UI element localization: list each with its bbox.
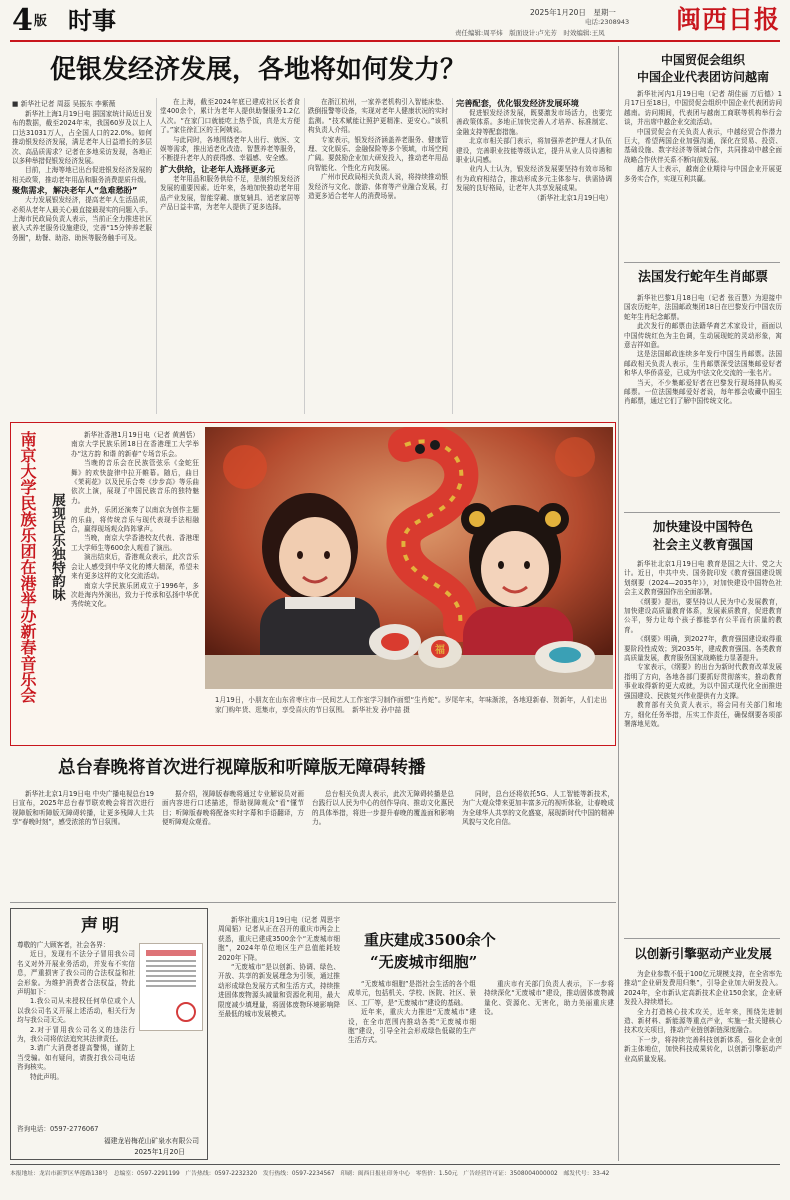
chongqing-p1: 新华社重庆1月19日电（记者 周思宇 周闻韬）记者从正在召开的重庆市两会上获悉，重庆已建成3500余个“无废城市细胞”，2024年单位地区生产总值能耗较2020年下降。 — [218, 916, 340, 962]
chongqing-p3: “无废城市细胞”是指社会生活的各个组成单元，包括机关、学校、医院、社区、景区、工厂等，是“无废城市”建设的基础。 — [348, 980, 476, 1007]
right-story-3 — [624, 514, 782, 938]
right2-p1: 新华社巴黎1月18日电（记者 张百慧）为迎接中国农历蛇年，法国邮政集团18日在巴黎发行中国农历蛇年生肖纪念邮票。 — [624, 294, 782, 321]
gala-p2: 据介绍，视障版春晚将通过专业解说员对画面内容进行口述描述，帮助视障观众“看”懂节目；听障版春晚将配备实时字幕和手语翻译，方便听障观众观看。 — [162, 790, 304, 827]
right4-title: 以创新引擎驱动产业发展 — [634, 946, 772, 961]
lead-p10: 促进银发经济发展，既要激发市场活力，也要完善政策体系。多地正加快完善人才培养、标准制定、金融支持等配套措施。 — [456, 109, 612, 136]
dough-snake-3 — [535, 641, 595, 673]
right1-body — [624, 90, 782, 268]
lead-subhead-2: 扩大供给，让老年人选择更多元 — [160, 163, 275, 174]
masthead — [10, 4, 780, 40]
notice-date: 2025年1月20日 — [134, 1148, 185, 1156]
gala-p3: 总台相关负责人表示，此次无障碍转播是总台践行以人民为中心的创作导向、推动文化惠民的具体举措，将进一步提升春晚的覆盖面和影响力。 — [312, 790, 454, 827]
right-divider-2 — [624, 512, 780, 513]
dough-snake-2 — [418, 636, 462, 668]
fu-character: 福 — [435, 645, 445, 656]
page-number — [12, 4, 47, 39]
dough-snake-1 — [369, 624, 421, 660]
right-divider-1 — [624, 262, 780, 263]
lead-p8: 专家表示，银发经济涵盖养老服务、健康管理、文化娱乐、金融保险等多个领域，市场空间广阔。要鼓励企业加大研发投入，推动老年用品向智能化、个性化方向发展。 — [308, 135, 448, 172]
chongqing-p4: 近年来，重庆大力推进“无废城市”建设，在全市范围内推动各类“无废城市细胞”建设，引导全社会形成绿色低碳的生产生活方式。 — [348, 1008, 476, 1045]
right3-body — [624, 560, 782, 930]
chongqing-title-2: “无废城市细胞” — [370, 953, 478, 971]
notice-p5: 3.请广大消费者提高警惕，谨防上当受骗。如有疑问，请拨打我公司电话咨询核实。 — [17, 1044, 135, 1072]
lead-col3 — [308, 98, 448, 414]
right-story-2 — [624, 264, 782, 516]
chongqing-p5: 重庆市有关部门负责人表示，下一步将持续深化“无废城市”建设，推动固体废物减量化、资源化、无害化，助力美丽重庆建设。 — [484, 980, 614, 1017]
lead-article — [10, 46, 615, 418]
lead-dateline: （新华社北京1月19日电） — [533, 193, 612, 202]
feature-p5: 演出结束后，香港观众表示，此次音乐会让人感受到中华文化的博大精深，希望未来有更多这样的文化交流活动。 — [71, 553, 199, 581]
right3-p5: 教育部有关负责人表示，将会同有关部门和地方，细化任务举措，压实工作责任，确保纲要各项部署落地见效。 — [624, 701, 782, 728]
feature-p6: 南京大学民族乐团成立于1996年，多次赴海内外演出，致力于传承和弘扬中华优秀传统文化。 — [71, 581, 199, 609]
notice-p1: 尊敬的广大顾客者，社会各界： — [17, 941, 110, 949]
right-story-4 — [624, 940, 782, 1162]
footer-info: 本报地址：龙岩市新罗区华莲路138号 总编室：0597-2291199 广告热线：0597-2232320 发行热线：0597-2234567 印刷：闽西日报社印务中心 零售价：1.50元 广告经营许可证：3508004000002 邮发代号：33-42 — [10, 1171, 610, 1177]
lead-subhead-3: 完善配套，优化银发经济发展环境 — [456, 98, 579, 108]
chongqing-title-1: 重庆建成3500余个 — [364, 931, 496, 949]
feature-subtitle-vertical: 展现民乐独特韵味 — [49, 493, 65, 601]
gala-col1 — [12, 790, 154, 896]
newspaper-logo: 闽西日报 — [675, 5, 780, 34]
notice-phone: 咨询电话：0597-2776067 — [17, 1125, 99, 1133]
right1-p3: 越方人士表示，越南企业期待与中国企业开展更多务实合作，实现互利共赢。 — [624, 165, 782, 183]
right2-p3: 这是法国邮政连续多年发行中国生肖邮票。法国邮政相关负责人表示，生肖邮票深受法国集邮爱好者和华人华侨喜爱，已成为中法文化交流的一张名片。 — [624, 350, 782, 378]
right3-p1: 新华社北京1月19日电 教育是国之大计、党之大计。近日，中共中央、国务院印发《教育强国建设规划纲要（2024—2035年）》，对加快建设中国特色社会主义教育强国作出全面部署。 — [624, 560, 782, 597]
right1-title-1: 中国贸促会组织 — [660, 53, 745, 67]
chongqing-col1 — [218, 916, 340, 1156]
right2-title: 法国发行蛇年生肖邮票 — [637, 270, 768, 285]
gala-p1: 新华社北京1月19日电 中央广播电视总台19日宣布，2025年总台春节联欢晚会将首次进行视障版和听障版无障碍转播，让更多残障人士共享“春晚时刻”，感受浓浓的节日氛围。 — [12, 790, 154, 827]
lead-p9: 广州市民政局相关负责人说，将持续推动银发经济与文化、旅游、体育等产业融合发展，打造更多适合老年人的消费场景。 — [308, 173, 448, 201]
gala-col3 — [312, 790, 454, 896]
lead-subhead-1: 聚焦需求，解决老年人“急难愁盼” — [12, 185, 138, 196]
lead-p5: 与此同时，各地围绕老年人出行、就医、文娱等需求，推出适老化改造、智慧养老等服务，不断提升老年人的获得感、幸福感、安全感。 — [160, 135, 300, 163]
right4-p2: 全力打造核心技术攻关，近年来，围绕先进制造、新材料、新能源等重点产业，实施一批关键核心技术攻关项目，推动产业链创新链深度融合。 — [624, 1007, 782, 1035]
page-no: 4 — [12, 4, 33, 38]
right4-body — [624, 970, 782, 1156]
lead-p11: 北京市相关部门表示，将加强养老护理人才队伍建设，完善职业技能等级认定，提升从业人员待遇和职业认同感。 — [456, 137, 612, 165]
notice-signature: 福建龙岩梅花山矿泉水有限公司 — [103, 1137, 199, 1145]
chongqing-article — [214, 908, 616, 1160]
lead-p12: 业内人士认为，银发经济发展要坚持有效市场和有为政府相结合，推动形成多元主体参与、供需协调发展的良好格局，让老年人共享发展成果。 — [456, 165, 612, 193]
right3-title-2: 社会主义教育强国 — [652, 537, 753, 552]
lead-byline: ■ 新华社记者 周蕊 吴振东 李紫薇 — [12, 100, 116, 108]
right1-p2: 中国贸促会有关负责人表示，中越经贸合作潜力巨大，希望两国企业加强沟通，深化在贸易、投资、基础设施、数字经济等领域合作，共同推动中越全面战略合作伙伴关系不断向前发展。 — [624, 127, 782, 164]
right-divider-3 — [624, 938, 780, 939]
right2-p4: 当天，不少集邮爱好者在巴黎发行现场排队购买邮票。一位法国集邮爱好者说，每年都会收藏中国生肖邮票，通过它们了解中国传统文化。 — [624, 378, 782, 406]
gala-title: 总台春晚将首次进行视障版和听障版无障碍转播 — [58, 758, 426, 778]
right2-p2: 此次发行的邮票由法籍华裔艺术家设计，画面以中国传统红色为主色调，生动展现蛇的灵动形象，寓意吉祥如意。 — [624, 322, 782, 350]
lead-divider-1 — [156, 98, 157, 414]
right1-p1: 新华社河内1月19日电（记者 胡佳丽 万后德）1月17日至18日，中国贸促会组织中国企业代表团访问越南。访问期间，代表团与越南工商联等机构举行会谈，并出席中越企业交流活动。 — [624, 90, 782, 127]
right3-p2: 《纲要》提出，要坚持以人民为中心发展教育，加快建设高质量教育体系，发展素质教育，促进教育公平，努力让每个孩子都能享有公平而有质量的教育。 — [624, 597, 782, 634]
right-column-rule — [618, 46, 619, 1161]
weekday: 星期一 — [593, 8, 616, 17]
notice-body — [17, 941, 135, 1121]
lead-p4: 在上海，截至2024年底已建成社区长者食堂400余个，累计为老年人提供助餐服务1.2亿人次。“在家门口就能吃上热乎饭，真是太方便了。”家住徐汇区的王阿姨说。 — [160, 98, 300, 135]
notice-p6: 特此声明。 — [30, 1072, 63, 1081]
section-title: 时事 — [68, 6, 116, 35]
gala-p4: 同时，总台还将依托5G、人工智能等新技术，为广大观众带来更加丰富多元的视听体验，让春晚成为全球华人共享的文化盛宴，展现新时代中国的精神风貌与文化自信。 — [462, 790, 614, 827]
lead-col4 — [456, 98, 612, 414]
chongqing-col3 — [484, 980, 614, 1156]
chongqing-p2: “无废城市”是以创新、协调、绿色、开放、共享的新发展理念为引领，通过推动形成绿色发展方式和生活方式，持续推进固体废物源头减量和资源化利用，最大限度减少填埋量，将固体废物环境影响降至最低的城市发展模式。 — [218, 963, 340, 1019]
feature-p3: 此外，乐团还演奏了以南京为创作主题的乐曲，将传统音乐与现代表现手法相融合，赢得现场观众阵阵掌声。 — [71, 506, 199, 534]
right2-body — [624, 294, 782, 514]
lead-title: 促银发经济发展，各地将如何发力？ — [50, 55, 467, 85]
lead-p3: 大力发展银发经济，提高老年人生活品质，必须从老年人最关心最直接最现实的问题入手。上海市民政局负责人表示，当前正全力推进社区嵌入式养老服务设施建设，完善“15分钟养老服务圈”，助餐、助浴、助医等服务触手可及。 — [12, 196, 152, 242]
page-ban: 版 — [33, 14, 47, 29]
gala-col2 — [162, 790, 304, 896]
right3-p3: 《纲要》明确，到2027年，教育强国建设取得重要阶段性成效；到2035年，建成教育强国。各类教育高质量发展，教育服务国家战略能力显著提升。 — [624, 635, 782, 663]
lead-p7: 在浙江杭州，一家养老机构引入智能床垫、跌倒报警等设备，实现对老年人健康状况的实时监测。“技术赋能让照护更精准、更安心。”该机构负责人介绍。 — [308, 98, 448, 135]
header-phone: 电话:2308943 — [585, 18, 630, 26]
lead-col2 — [160, 98, 300, 414]
lead-divider-2 — [304, 98, 305, 414]
gala-bottom-rule — [10, 902, 616, 903]
date: 2025年1月20日 — [530, 8, 586, 17]
license-seal — [176, 1002, 196, 1022]
news-photo — [205, 427, 613, 689]
notice-box — [10, 908, 208, 1160]
footer-rule — [10, 1164, 780, 1165]
right4-p3: 下一步，将持续完善科技创新体系，强化企业创新主体地位，加快科技成果转化，以创新引擎驱动产业高质量发展。 — [624, 1035, 782, 1063]
right-story-1 — [624, 46, 782, 268]
lead-p1: 新华社上海1月19日电 据国家统计局近日发布的数据，截至2024年末，我国60岁及以上人口达31031万人，占全国人口的22.0%。如何推动银发经济发展，满足老年人日益增长的多层次、高品质需求？记者在多地采访发现，各地正以多种举措促银发经济发展。 — [12, 110, 152, 166]
right3-title-1: 加快建设中国特色 — [652, 519, 753, 534]
right3-p4: 专家表示，《纲要》的出台为新时代教育改革发展指明了方向，各地各部门要抓好贯彻落实，推动教育事业取得新的更大成就，为以中国式现代化全面推进强国建设、民族复兴伟业提供有力支撑。 — [624, 663, 782, 700]
feature-p2: 当晚的音乐会在民族管弦乐《金蛇狂舞》的欢快旋律中拉开帷幕。随后，曲目《茉莉花》以及民乐合奏《步步高》等乐曲依次上演，展现了中国民族音乐的独特魅力。 — [71, 459, 199, 505]
feature-box — [10, 422, 616, 746]
gala-article — [10, 750, 616, 898]
notice-p2: 近日，发现有不法分子冒用我公司名义对外开展业务活动，并发布不实信息，严重损害了我公司的合法权益和社会形象。为维护消费者合法权益，特此声明如下： — [17, 950, 135, 997]
notice-title: 声明 — [81, 916, 123, 936]
chongqing-col2 — [348, 980, 476, 1156]
right1-title-2: 中国企业代表团访问越南 — [636, 70, 769, 84]
lead-p6: 老年用品和服务供给不足，是制约银发经济发展的重要因素。近年来，各地加快推动老年用品产业发展，智能穿戴、康复辅具、适老家居等产品日益丰富，为老年人提供了更多选择。 — [160, 174, 300, 212]
header-editors: 责任编辑:周平炜 版面设计:卢光芳 时效编辑:王凤 — [455, 29, 605, 37]
feature-title-vertical: 南京大学民族乐团在港举办新春音乐会 — [18, 431, 37, 703]
lantern-1 — [223, 445, 267, 489]
header-rule — [10, 40, 780, 42]
lantern-2 — [555, 437, 595, 477]
license-document — [139, 943, 203, 1031]
right4-p1: 为企业参数不低于100亿元规模支持，在全省率先推动“企业研发费用归集”，引导企业加大研发投入。2024年，全市新认定高新技术企业150余家，企业研发投入持续增长。 — [624, 970, 782, 1007]
notice-p3: 1.我公司从未授权任何单位或个人以我公司名义开展上述活动，相关行为均与我公司无关。 — [17, 997, 135, 1025]
gala-col4 — [462, 790, 614, 896]
lead-p2: 目前，上海等地已出台促进银发经济发展的相关政策，推动老年用品和服务消费提质升级。 — [12, 166, 152, 184]
feature-p1: 新华社香港1月19日电（记者 黄茜恬）南京大学民族乐团18日在香港理工大学举办“这方韵 和谐 的新春”专场音乐会。 — [71, 431, 199, 458]
notice-p4: 2.对于冒用我公司名义的违法行为，我公司将依法追究其法律责任。 — [17, 1025, 135, 1044]
photo-caption: 1月19日，小朋友在山东省枣庄市一民间艺人工作室学习制作面塑“生肖蛇”。岁尾年末，年味渐浓，各地迎新春、贺新年，人们走出家门购年货、逛集市，享受喜庆的节日氛围。 新华社发 孙中喆 摄 — [215, 696, 607, 714]
lead-divider-3 — [452, 98, 453, 414]
feature-p4: 当晚，南京大学香港校友代表、香港理工大学师生等600余人观看了演出。 — [71, 534, 199, 552]
lead-col1 — [12, 110, 152, 414]
photo-illustration — [205, 427, 613, 689]
feature-body — [71, 431, 199, 741]
